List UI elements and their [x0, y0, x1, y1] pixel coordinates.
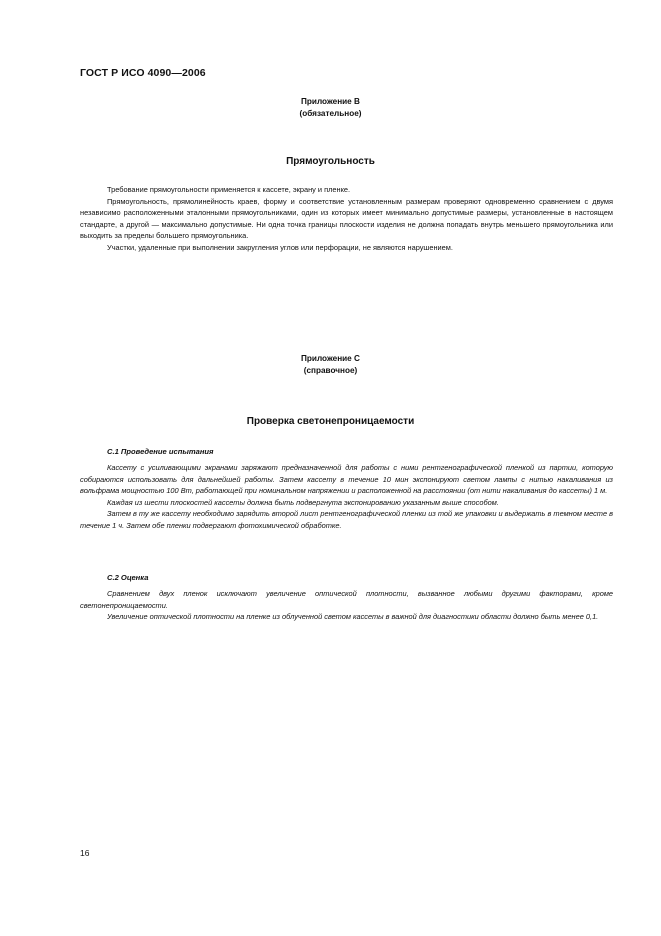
- appendix-b-label: Приложение B: [301, 97, 360, 106]
- appendix-b-label-block: [0, 96, 661, 120]
- paragraph: Сравнением двух пленок исключают увеличение оптической плотности, вызванное любыми другими факторами, кроме светонепроницаемости.: [80, 589, 613, 610]
- appendix-b-body: [80, 184, 613, 254]
- paragraph: Увеличение оптической плотности на пленке из облученной светом кассеты в важной для диагностики области должно быть менее 0,1.: [107, 612, 599, 622]
- paragraph: Каждая из шести плоскостей кассеты должна быть подвергнута экспонированию указанным выше способом.: [107, 497, 499, 507]
- appendix-b-status: (обязательное): [299, 109, 362, 118]
- section-c2-heading: С.2 Оценка: [107, 573, 149, 582]
- paragraph: Участки, удаленные при выполнении закругления углов или перфорации, не являются нарушением.: [107, 242, 453, 252]
- appendix-c-label-block: [0, 353, 661, 377]
- paragraph: Требование прямоугольности применяется к кассете, экрану и пленке.: [107, 185, 351, 194]
- page-number: 16: [80, 848, 90, 858]
- paragraph: Прямоугольность, прямолинейность краев, форму и соответствие установленным размерам проверяют одновременно сравнением с двумя независимо расположенными эталонными прямоугольниками, один из которых имеет минимально допустимые размеры, установленные в настоящем стандарте, а другой — максимально допустимые. Ни одна точка границы плоскости изделия не должна попадать внутрь меньшего прямоугольника или выходить за пределы большего прямоугольника.: [80, 196, 613, 241]
- document-header: ГОСТ Р ИСО 4090—2006: [80, 67, 206, 79]
- paragraph: Кассету с усиливающими экранами заряжают предназначенной для работы с ними рентгенографической пленкой из партии, которую собираются использовать для дальнейшей работы. Затем кассету в течение 10 мин экспонируют светом лампы с нитью накаливания из вольфрама мощностью 100 Вт, работающей при номинальном напряжении и расположенной на расстоянии (от нити накаливания до кассеты) 1 м.: [80, 463, 613, 496]
- appendix-c-status: (справочное): [303, 366, 358, 375]
- appendix-b-title: Прямоугольность: [286, 156, 375, 167]
- paragraph: Затем в ту же кассету необходимо зарядить второй лист рентгенографической пленки из той же упаковки и выдержать в темном месте в течение 1 ч. Затем обе пленки подвергают фотохимической обработке.: [80, 509, 613, 530]
- section-c1-body: [80, 462, 613, 532]
- appendix-c-label: Приложение C: [301, 354, 360, 363]
- section-c2-body: [80, 588, 613, 623]
- section-c1-heading: С.1 Проведение испытания: [107, 447, 214, 456]
- appendix-c-title: Проверка светонепроницаемости: [246, 416, 415, 427]
